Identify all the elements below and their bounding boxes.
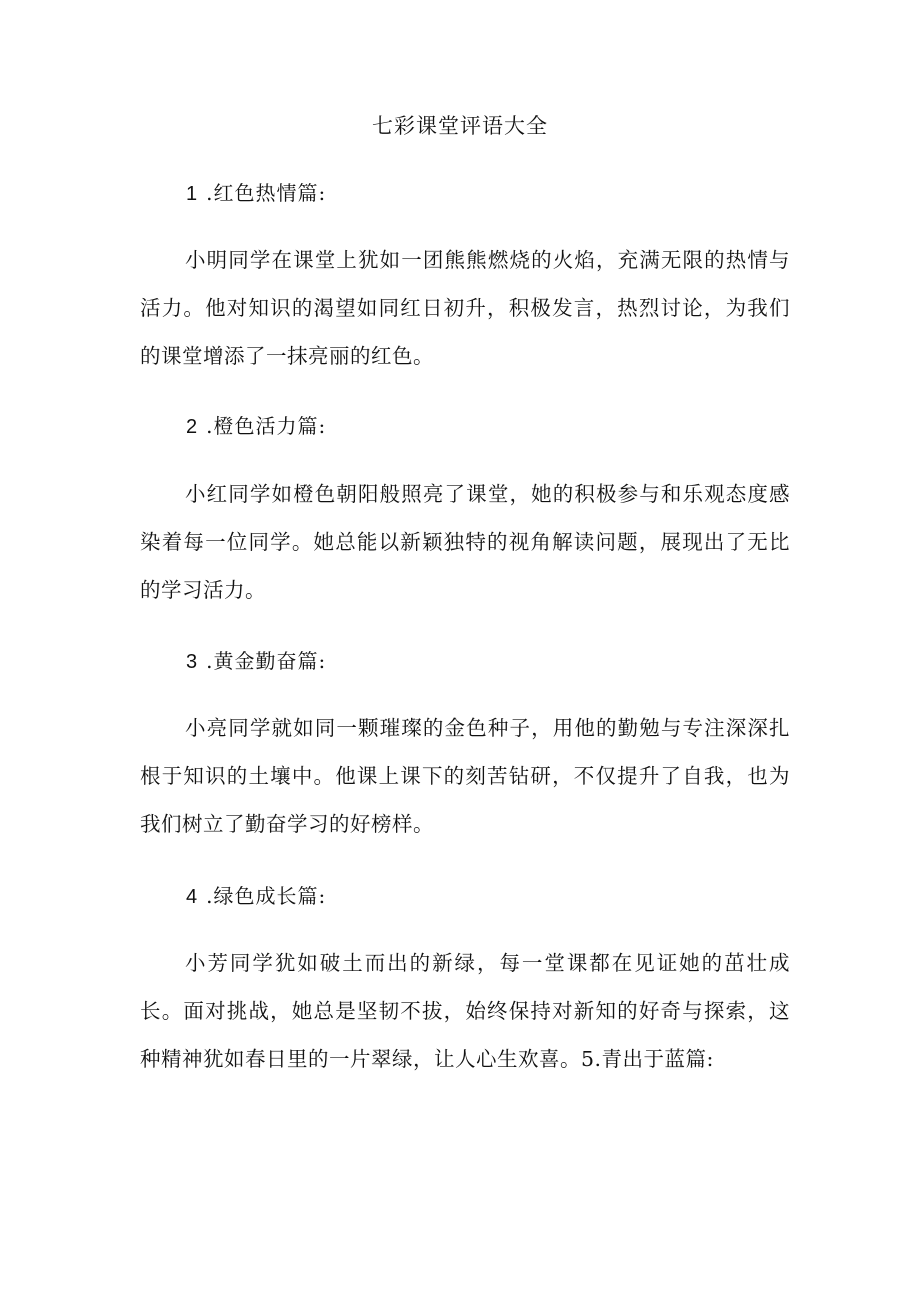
section-3-number: 3 (186, 651, 199, 673)
section-3-heading-text: .黄金勤奋篇: (206, 649, 327, 673)
section-1-paragraph: 小明同学在课堂上犹如一团熊熊燃烧的火焰，充满无限的热情与活力。他对知识的渴望如同红日初升，积极发言，热烈讨论，为我们的课堂增添了一抹亮丽的红色。 (140, 248, 790, 368)
section-3-paragraph: 小亮同学就如同一颗璀璨的金色种子，用他的勤勉与专注深深扎根于知识的土壤中。他课上课下的刻苦钻研，不仅提升了自我，也为我们树立了勤奋学习的好榜样。 (140, 716, 790, 836)
section-4-number: 4 (186, 886, 199, 908)
section-1-number: 1 (186, 183, 199, 205)
section-2-heading (186, 411, 326, 442)
section-4-heading (186, 881, 326, 912)
section-2-paragraph: 小红同学如橙色朝阳般照亮了课堂，她的积极参与和乐观态度感染着每一位同学。她总能以新颖独特的视角解读问题，展现出了无比的学习活力。 (140, 482, 790, 602)
section-2-heading-text: .橙色活力篇: (206, 414, 327, 438)
section-1-heading-text: .红色热情篇: (206, 181, 327, 205)
document-title: 七彩课堂评语大全 (372, 114, 548, 138)
section-2-number: 2 (186, 416, 199, 438)
section-4-paragraph: 小芳同学犹如破土而出的新绿，每一堂课都在见证她的茁壮成长。面对挑战，她总是坚韧不拔，始终保持对新知的好奇与探索，这种精神犹如春日里的一片翠绿，让人心生欢喜。5.青出于蓝篇: (140, 951, 790, 1071)
section-4-heading-text: .绿色成长篇: (206, 884, 327, 908)
section-3-heading (186, 646, 326, 677)
section-1-heading (186, 178, 326, 209)
